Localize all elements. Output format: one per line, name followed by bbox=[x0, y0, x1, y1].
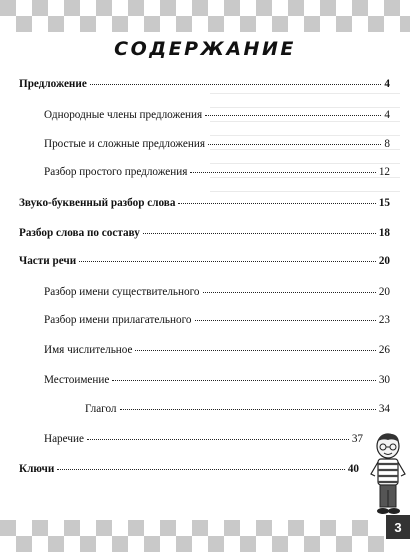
toc-entry-label: Однородные члены предложения bbox=[44, 109, 203, 121]
toc-entry-label: Предложение bbox=[19, 78, 87, 90]
toc-entry[interactable] bbox=[19, 255, 390, 267]
toc-entry-page: 37 bbox=[351, 433, 363, 445]
toc-entry[interactable] bbox=[19, 463, 359, 475]
toc-entry-label: Разбор простого предложения bbox=[44, 166, 188, 178]
toc-entry-page: 4 bbox=[384, 78, 390, 90]
toc-entry[interactable] bbox=[19, 227, 390, 239]
toc-entry[interactable] bbox=[44, 344, 390, 356]
toc-entry-page: 4 bbox=[384, 109, 390, 121]
toc-entry-page: 20 bbox=[378, 286, 390, 298]
toc-entry-page: 40 bbox=[347, 463, 359, 475]
dot-leader bbox=[195, 320, 376, 321]
dot-leader bbox=[143, 233, 376, 234]
toc-entry[interactable] bbox=[44, 314, 390, 326]
dot-leader bbox=[87, 439, 349, 440]
dot-leader bbox=[112, 380, 375, 381]
toc-entry-page: 18 bbox=[378, 227, 390, 239]
toc-entry-label: Разбор имени прилагательного bbox=[44, 314, 192, 326]
dot-leader bbox=[120, 409, 376, 410]
toc-entry[interactable] bbox=[19, 78, 390, 90]
toc-entry-label: Наречие bbox=[44, 433, 84, 445]
toc-entry-page: 34 bbox=[378, 403, 390, 415]
dot-leader bbox=[205, 115, 381, 116]
dot-leader bbox=[135, 350, 375, 351]
toc-entry-label: Простые и сложные предложения bbox=[44, 138, 205, 150]
bottom-checker-border bbox=[0, 520, 410, 554]
boy-illustration bbox=[368, 432, 408, 520]
toc-entry[interactable] bbox=[19, 197, 390, 209]
toc-entry-page: 26 bbox=[378, 344, 390, 356]
dot-leader bbox=[90, 84, 382, 85]
toc-entry-label: Разбор слова по составу bbox=[19, 227, 140, 239]
toc-entry-label: Разбор имени существительного bbox=[44, 286, 200, 298]
toc-entry[interactable] bbox=[44, 166, 390, 178]
toc-entry-label: Ключи bbox=[19, 463, 55, 475]
toc-entry[interactable] bbox=[44, 286, 390, 298]
dot-leader bbox=[208, 144, 381, 145]
page-number-badge: 3 bbox=[386, 515, 410, 539]
toc-entry-page: 12 bbox=[378, 166, 390, 178]
toc-entry-page: 8 bbox=[384, 138, 390, 150]
toc-entry-label: Части речи bbox=[19, 255, 77, 267]
dot-leader bbox=[203, 292, 376, 293]
toc-entry-label: Звуко-буквенный разбор слова bbox=[19, 197, 176, 209]
toc-entry-label: Имя числительное bbox=[44, 344, 133, 356]
dot-leader bbox=[190, 172, 375, 173]
toc-entry-page: 23 bbox=[378, 314, 390, 326]
toc-entry-page: 30 bbox=[378, 374, 390, 386]
toc-entry[interactable] bbox=[44, 138, 390, 150]
toc-entry[interactable] bbox=[44, 109, 390, 121]
dot-leader bbox=[79, 261, 376, 262]
toc-entry-page: 20 bbox=[378, 255, 390, 267]
toc-entry-label: Глагол bbox=[85, 403, 117, 415]
page-title: СОДЕРЖАНИЕ bbox=[114, 38, 296, 60]
toc-entry[interactable] bbox=[44, 433, 363, 445]
dot-leader bbox=[178, 203, 375, 204]
dot-leader bbox=[57, 469, 345, 470]
toc-entry[interactable] bbox=[44, 374, 390, 386]
toc-entry[interactable] bbox=[85, 403, 390, 415]
toc-entry-label: Местоимение bbox=[44, 374, 110, 386]
toc-entry-page: 15 bbox=[378, 197, 390, 209]
